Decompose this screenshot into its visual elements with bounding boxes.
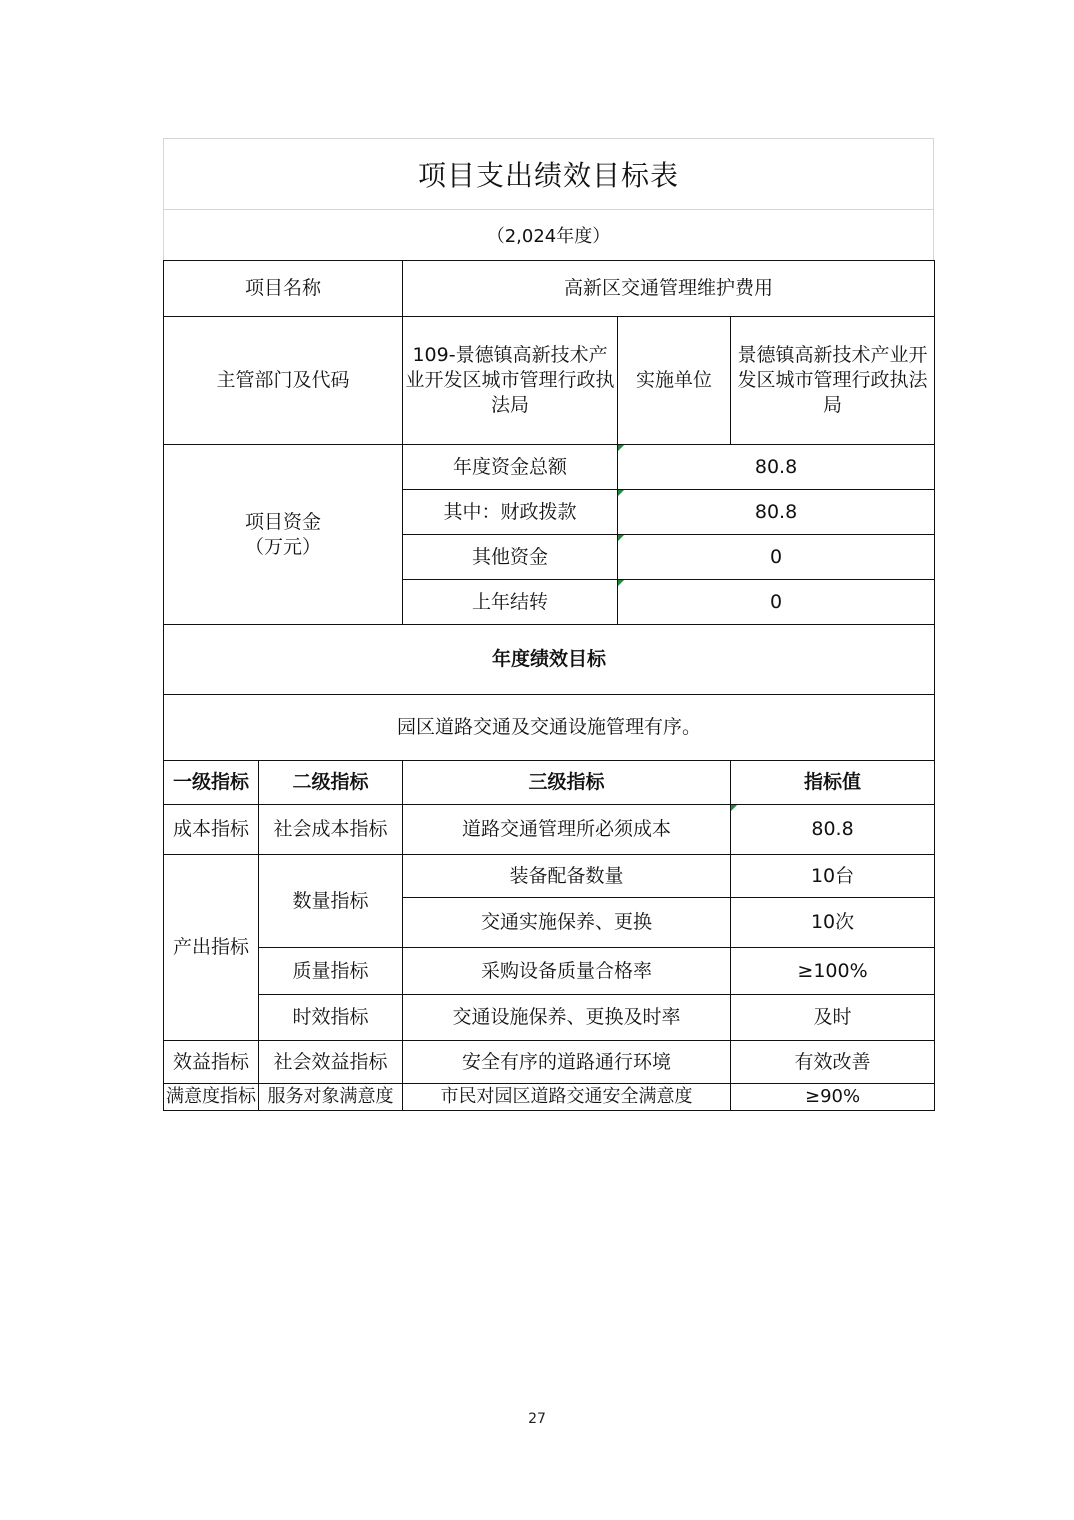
indicator-value: ≥100% xyxy=(731,948,935,995)
funds-row-value: 80.8 xyxy=(618,490,935,535)
indicator-row xyxy=(164,855,935,898)
indicator-level3: 装备配备数量 xyxy=(403,855,731,898)
indicator-row xyxy=(164,948,935,995)
funds-label: 项目资金 （万元） xyxy=(164,445,403,625)
performance-table xyxy=(163,260,935,1111)
indicator-level1: 满意度指标 xyxy=(164,1084,259,1111)
fiscal-year: （2,024年度） xyxy=(163,209,934,260)
project-name-value: 高新区交通管理维护费用 xyxy=(403,261,935,317)
indicator-level2: 质量指标 xyxy=(259,948,403,995)
indicator-level2: 社会效益指标 xyxy=(259,1041,403,1084)
funds-row-value: 80.8 xyxy=(618,445,935,490)
indicator-row xyxy=(164,1041,935,1084)
department-row xyxy=(164,317,935,445)
project-name-label: 项目名称 xyxy=(164,261,403,317)
indicator-value: 有效改善 xyxy=(731,1041,935,1084)
indicator-level3: 交通设施保养、更换及时率 xyxy=(403,995,731,1041)
indicator-value: 及时 xyxy=(731,995,935,1041)
performance-target-sheet xyxy=(163,138,934,1111)
indicator-level2: 数量指标 xyxy=(259,855,403,948)
project-name-row xyxy=(164,261,935,317)
funds-row-value: 0 xyxy=(618,535,935,580)
document-title: 项目支出绩效目标表 xyxy=(163,138,934,209)
indicator-level2: 服务对象满意度 xyxy=(259,1084,403,1111)
goal-heading-row xyxy=(164,625,935,695)
indicator-row xyxy=(164,1084,935,1111)
header-level3: 三级指标 xyxy=(403,761,731,805)
indicator-row xyxy=(164,805,935,855)
indicator-level3: 交通实施保养、更换 xyxy=(403,898,731,948)
implementing-unit-label: 实施单位 xyxy=(618,317,731,445)
implementing-unit-value: 景德镇高新技术产业开发区城市管理行政执法局 xyxy=(731,317,935,445)
indicator-row xyxy=(164,995,935,1041)
funds-row-label: 上年结转 xyxy=(403,580,618,625)
header-level2: 二级指标 xyxy=(259,761,403,805)
goal-text: 园区道路交通及交通设施管理有序。 xyxy=(164,695,935,761)
funds-row-label: 其中：财政拨款 xyxy=(403,490,618,535)
indicator-level1: 产出指标 xyxy=(164,855,259,1041)
indicator-level3: 采购设备质量合格率 xyxy=(403,948,731,995)
indicator-value: 80.8 xyxy=(731,805,935,855)
indicator-level2: 时效指标 xyxy=(259,995,403,1041)
indicator-value: 10次 xyxy=(731,898,935,948)
indicator-level1: 效益指标 xyxy=(164,1041,259,1084)
indicator-value: ≥90% xyxy=(731,1084,935,1111)
indicator-level3: 安全有序的道路通行环境 xyxy=(403,1041,731,1084)
funds-row xyxy=(164,445,935,490)
indicator-value: 10台 xyxy=(731,855,935,898)
goal-heading: 年度绩效目标 xyxy=(164,625,935,695)
department-label: 主管部门及代码 xyxy=(164,317,403,445)
indicator-level3: 市民对园区道路交通安全满意度 xyxy=(403,1084,731,1111)
funds-row-label: 年度资金总额 xyxy=(403,445,618,490)
funds-row-label: 其他资金 xyxy=(403,535,618,580)
goal-text-row xyxy=(164,695,935,761)
page-number: 27 xyxy=(528,1411,546,1427)
indicator-level3: 道路交通管理所必须成本 xyxy=(403,805,731,855)
indicator-header-row xyxy=(164,761,935,805)
department-value: 109-景德镇高新技术产业开发区城市管理行政执法局 xyxy=(403,317,618,445)
header-value: 指标值 xyxy=(731,761,935,805)
funds-row-value: 0 xyxy=(618,580,935,625)
indicator-level2: 社会成本指标 xyxy=(259,805,403,855)
header-level1: 一级指标 xyxy=(164,761,259,805)
indicator-level1: 成本指标 xyxy=(164,805,259,855)
